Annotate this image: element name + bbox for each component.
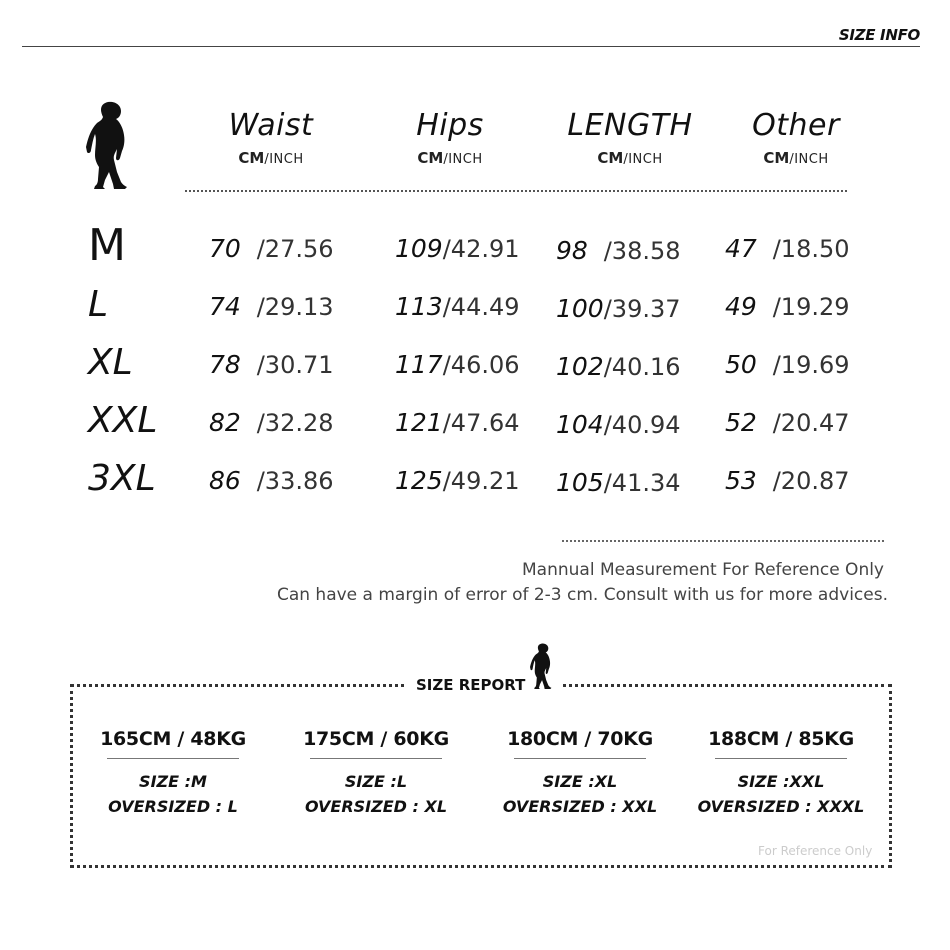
column-title: LENGTH — [567, 108, 693, 143]
table-row — [0, 396, 950, 454]
height-weight: 180CM / 70KG — [507, 728, 653, 750]
size-report-card — [291, 728, 461, 819]
size-report-title: SIZE REPORT — [416, 676, 526, 694]
column-title: Hips — [416, 108, 484, 143]
hips-cell: 117/46.06 — [395, 350, 520, 379]
size-info-title: SIZE INFO — [838, 26, 920, 44]
size-label: XXL — [88, 400, 158, 441]
hips-cell: 113/44.49 — [395, 292, 520, 321]
size-label: XL — [88, 342, 133, 383]
card-divider — [514, 758, 646, 759]
ape-silhouette-icon — [529, 641, 553, 691]
other-cell: 52 /20.47 — [725, 408, 850, 437]
column-unit: CM/INCH — [763, 149, 829, 167]
recommended-size: SIZE :M — [139, 772, 207, 791]
hips-cell: 125/49.21 — [395, 466, 520, 495]
hips-cell: 121/47.64 — [395, 408, 520, 437]
ape-silhouette-icon — [84, 100, 130, 190]
length-cell: 100/39.37 — [556, 294, 681, 323]
size-report-card — [495, 728, 665, 819]
other-cell: 47 /18.50 — [725, 234, 850, 263]
recommended-size: SIZE :L — [344, 772, 408, 791]
size-report-card — [88, 728, 258, 819]
column-unit: CM/INCH — [417, 149, 483, 167]
other-cell: 53 /20.87 — [725, 466, 850, 495]
other-cell: 49 /19.29 — [725, 292, 850, 321]
size-report-card — [696, 728, 866, 819]
height-weight: 175CM / 60KG — [303, 728, 449, 750]
header-dotted-divider — [185, 190, 847, 192]
length-cell: 104/40.94 — [556, 410, 681, 439]
table-row — [0, 454, 950, 512]
column-title: Other — [752, 108, 840, 143]
margin-note: Can have a margin of error of 2-3 cm. Consult with us for more advices. — [276, 585, 888, 605]
length-cell: 102/40.16 — [556, 352, 681, 381]
height-weight: 165CM / 48KG — [100, 728, 246, 750]
column-title: Waist — [228, 108, 314, 143]
card-divider — [107, 758, 239, 759]
size-label: 3XL — [88, 458, 156, 499]
column-unit: CM/INCH — [238, 149, 304, 167]
oversized-size: OVERSIZED : XXXL — [697, 797, 865, 816]
card-divider — [715, 758, 847, 759]
hips-cell: 109/42.91 — [395, 234, 520, 263]
column-header-other — [716, 108, 876, 167]
waist-cell: 82 /32.28 — [209, 408, 334, 437]
waist-cell: 86 /33.86 — [209, 466, 334, 495]
oversized-size: OVERSIZED : XXL — [502, 797, 658, 816]
table-row — [0, 222, 950, 280]
waist-cell: 78 /30.71 — [209, 350, 334, 379]
card-divider — [310, 758, 442, 759]
recommended-size: SIZE :XL — [542, 772, 618, 791]
waist-cell: 70 /27.56 — [209, 234, 334, 263]
table-row — [0, 338, 950, 396]
length-cell: 98 /38.58 — [556, 236, 681, 265]
oversized-size: OVERSIZED : L — [108, 797, 238, 816]
other-cell: 50 /19.69 — [725, 350, 850, 379]
size-label: L — [88, 284, 109, 325]
length-cell: 105/41.34 — [556, 468, 681, 497]
measurement-note: Mannual Measurement For Reference Only — [522, 560, 884, 580]
oversized-size: OVERSIZED : XL — [304, 797, 448, 816]
recommended-size: SIZE :XXL — [737, 772, 825, 791]
notes-dotted-divider — [562, 540, 884, 542]
height-weight: 188CM / 85KG — [708, 728, 854, 750]
column-header-waist — [191, 108, 351, 167]
column-unit: CM/INCH — [597, 149, 663, 167]
waist-cell: 74 /29.13 — [209, 292, 334, 321]
header-divider — [22, 46, 920, 47]
size-label: M — [88, 220, 126, 271]
table-row — [0, 280, 950, 338]
column-header-hips — [370, 108, 530, 167]
reference-only-note: For Reference Only — [758, 844, 873, 858]
column-header-length — [550, 108, 710, 167]
